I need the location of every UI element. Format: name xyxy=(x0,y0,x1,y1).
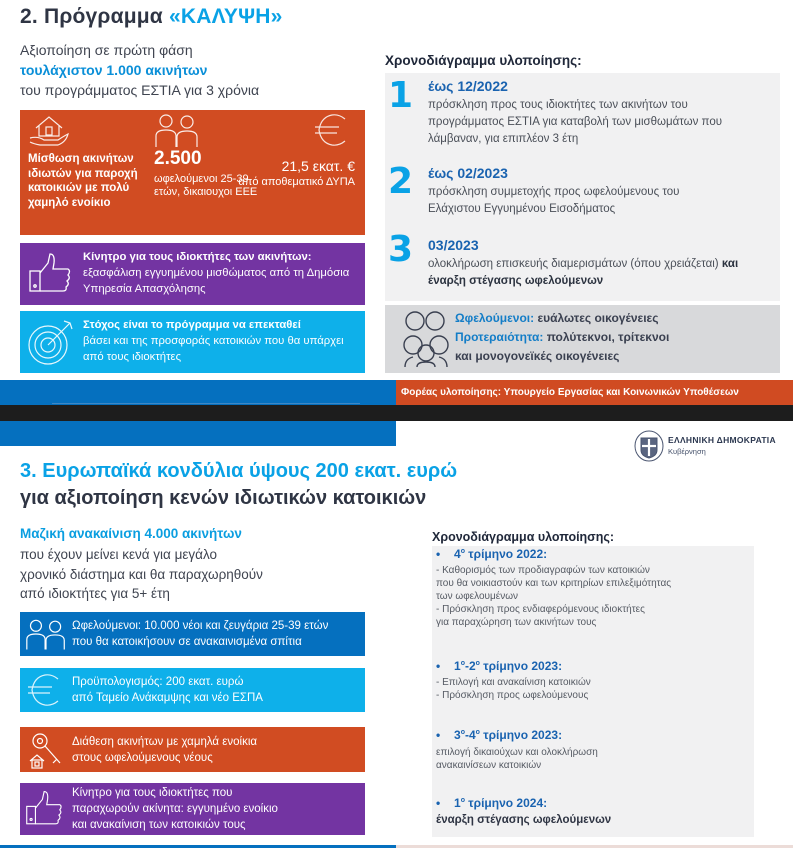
schedule-panel xyxy=(385,73,780,301)
head-num: 4 xyxy=(454,547,461,561)
greek-coat-of-arms-icon xyxy=(634,430,664,462)
divider-bar-blue xyxy=(0,421,396,446)
schedule2-item-desc xyxy=(436,564,671,629)
budget-block xyxy=(225,160,355,189)
priority-value-cont: και μονογονεϊκές οικογένειες xyxy=(455,349,620,363)
kalypsi-summary-box xyxy=(20,110,365,235)
desc-line: των ωφελουμένων xyxy=(436,591,519,602)
schedule2-item-head: • $1^o-2^o$ τρίμηνο 2023: xyxy=(436,659,563,673)
box-line: Προϋπολογισμός: 200 εκατ. ευρώ xyxy=(72,676,244,688)
incentive-bold: Κίνητρο για τους ιδιοκτήτες των ακινήτων: xyxy=(83,251,312,263)
box-line: Κίνητρο για τους ιδιοκτήτες που xyxy=(72,787,233,799)
step-date: έως 12/2022 xyxy=(428,78,508,94)
incentive-desc: εξασφάλιση εγγυημένου μισθώματος από τη Δημόσια Υπηρεσία Απασχόλησης xyxy=(83,267,350,295)
head-text: τρίμηνο 2022: xyxy=(464,547,548,561)
head-sup: ο xyxy=(460,660,465,667)
head-sup: ο xyxy=(460,548,465,555)
schedule2-item-head: • $4^o$ τρίμηνο 2022: xyxy=(436,547,548,561)
section2-title xyxy=(20,5,283,29)
low-rent-box xyxy=(20,727,365,772)
beneficiaries-description: ωφελούμενοι 25-39 ετών, δικαιουχοι ΕΕΕ xyxy=(154,173,258,198)
box-line: που θα κατοικήσουν σε ανακαινισμένα σπίτια xyxy=(72,636,302,648)
step-desc-text: ολοκλήρωση επισκευής διαμερισμάτων (όπου χρειάζεται) xyxy=(428,258,719,270)
head-num: -4 xyxy=(464,728,476,742)
schedule2-final: έναρξη στέγασης ωφελούμενων xyxy=(436,814,612,826)
incentive-text xyxy=(83,249,365,297)
desc-line: ανακαινίσεων κατοικιών xyxy=(436,760,542,771)
box-line: Ωφελούμενοι: 10.000 νέοι και ζευγάρια 25-39 ετών xyxy=(72,620,329,632)
box-line: Διάθεση ακινήτων με χαμηλά ενοίκια xyxy=(72,736,258,748)
implementing-body-label: Φορέας υλοποίησης: Υπουργείο Εργασίας και Κοινωνικών Υποθέσεων xyxy=(396,380,793,405)
beneficiaries-box-text xyxy=(72,618,328,650)
section2-intro xyxy=(20,40,259,100)
intro-line: του προγράμματος ΕΣΤΙΑ για 3 χρόνια xyxy=(20,82,260,98)
desc-line: επιλογή δικαιούχων και ολοκλήρωση xyxy=(436,747,598,758)
section2-title-accent: «ΚΑΛΥΨΗ» xyxy=(168,5,283,28)
step-number: 3 xyxy=(388,229,414,270)
box-line: και ανακαίνιση των κατοικιών τους xyxy=(72,819,246,831)
desc-line: - Καθορισμός των προδιαγραφών των κατοικιών xyxy=(436,565,650,576)
section3-subtitle: για αξιοποίηση κενών ιδιωτικών κατοικιών xyxy=(20,487,427,509)
goal-bold: Στόχος είναι το πρόγραμμα να επεκταθεί xyxy=(83,319,301,331)
budget-box-text xyxy=(72,674,263,706)
step-number: 1 xyxy=(388,75,414,116)
head-text: τρίμηνο 2023: xyxy=(479,728,563,742)
section3-title: 3. Ευρωπαϊκά κονδύλια ύψους 200 εκατ. ευρώ xyxy=(20,460,458,482)
schedule2-item-head: • $1^o$ τρίμηνο 2024: xyxy=(436,796,548,810)
desc-line: για παραχώρηση των ακινήτων τους xyxy=(436,617,597,628)
head-num: 3 xyxy=(454,728,461,742)
target-icon xyxy=(26,317,76,367)
renovation-desc-line: από ιδιοκτήτες για 5+ έτη xyxy=(20,586,170,601)
schedule2-item-desc xyxy=(436,746,598,772)
intro-line: Αξιοποίηση σε πρώτη φάση xyxy=(20,42,193,58)
head-text: τρίμηνο 2024: xyxy=(464,796,548,810)
head-text: τρίμηνο 2023: xyxy=(479,659,563,673)
divider-bar-black xyxy=(0,405,793,421)
rental-description: Μίσθωση ακινήτων ιδιωτών για παροχή κατοικιών με πολύ χαμηλό ενοίκιο xyxy=(28,153,138,209)
beneficiaries-box xyxy=(20,612,365,656)
divider-bar-blue xyxy=(0,380,396,405)
desc-line: που θα νοικιαστούν και των κριτηρίων επιλεξιμότητας xyxy=(436,578,672,589)
head-num: -2 xyxy=(464,659,476,673)
budget-box xyxy=(20,668,365,712)
gov-name: ΕΛΛΗΝΙΚΗ ΔΗΜΟΚΡΑΤΙΑ xyxy=(668,435,776,445)
thumbs-up-icon xyxy=(24,789,66,829)
schedule2-item-desc xyxy=(436,676,591,702)
renovation-title: Μαζική ανακαίνιση 4.000 ακινήτων xyxy=(20,526,242,541)
step-desc-bold: και έναρξη στέγασης ωφελούμενων xyxy=(428,258,739,287)
section2-title-prefix: 2. Πρόγραμμα xyxy=(20,5,169,28)
people-icon xyxy=(154,112,200,148)
family-icon xyxy=(403,309,449,369)
budget-source: από αποθεματικό ΔΥΠΑ xyxy=(238,175,355,188)
beneficiaries-panel xyxy=(385,305,780,373)
goal-box xyxy=(20,311,365,373)
house-in-hand-icon xyxy=(28,112,70,148)
beneficiaries-count: 2.500 xyxy=(154,148,202,169)
renovation-desc xyxy=(20,545,263,604)
desc-line: - Πρόσκληση προς ενδιαφερόμενους ιδιοκτήτες xyxy=(436,604,645,615)
euro-icon xyxy=(26,673,64,707)
step-date: έως 02/2023 xyxy=(428,165,508,181)
owner-incentive-text xyxy=(72,785,278,833)
head-num: 1 xyxy=(454,659,461,673)
goal-text xyxy=(83,317,365,365)
budget-amount: 21,5 εκατ. € xyxy=(281,158,355,174)
renovation-desc-line: χρονικό διάστημα και θα παραχωρηθούν xyxy=(20,566,263,582)
head-sup: ο xyxy=(460,797,465,804)
beneficiaries-value: ευάλωτες οικογένειες xyxy=(537,311,659,325)
thumbs-up-icon xyxy=(28,251,74,297)
priority-value: πολύτεκνοι, τρίτεκνοι xyxy=(546,330,670,344)
goal-desc: βάσει και της προσφοράς κατοικιών που θα υπάρχει από τους ιδιοκτήτες xyxy=(83,335,344,363)
low-rent-box-text xyxy=(72,734,257,766)
house-key-icon xyxy=(26,731,66,769)
euro-icon xyxy=(313,113,351,147)
schedule2-item-head: • $3^o-4^o$ τρίμηνο 2023: xyxy=(436,728,563,742)
desc-line: - Επιλογή και ανακαίνιση κατοικιών xyxy=(436,677,591,688)
head-sup: ο xyxy=(475,729,480,736)
step-number: 2 xyxy=(388,161,414,202)
schedule2-title: Χρονοδιάγραμμα υλοποίησης: xyxy=(432,530,615,544)
step-desc xyxy=(428,256,778,290)
incentive-box xyxy=(20,243,365,305)
head-num: 1 xyxy=(454,796,461,810)
box-line: στους ωφελούμενους νέους xyxy=(72,752,213,764)
step-desc: πρόσκληση συμμετοχής προς ωφελούμενους του Ελάχιστου Εγγυημένου Εισοδήματος xyxy=(428,186,680,215)
desc-line: - Πρόσκληση προς ωφελούμενους xyxy=(436,690,589,701)
owner-incentive-box xyxy=(20,783,365,835)
head-sup: ο xyxy=(475,660,480,667)
priority-label: Προτεραιότητα: xyxy=(455,330,544,344)
beneficiaries-text xyxy=(455,309,669,366)
beneficiaries-label: Ωφελούμενοι: xyxy=(455,311,535,325)
step-date: 03/2023 xyxy=(428,237,479,253)
step-desc: πρόσκληση προς τους ιδιοκτήτες των ακινήτων του προγράμματος ΕΣΤΙΑ για καταβολή των μισθωμάτων που λάμβαναν, για επιπλέον 3 έτη xyxy=(428,99,723,145)
box-line: από Ταμείο Ανάκαμψης και νέο ΕΣΠΑ xyxy=(72,692,263,704)
head-sup: ο xyxy=(460,729,465,736)
schedule2-panel xyxy=(432,546,754,837)
people-icon xyxy=(25,616,67,652)
renovation-desc-line: που έχουν μείνει κενά για μεγάλο xyxy=(20,547,217,562)
box-line: παραχωρούν ακίνητα: εγγυημένο ενοίκιο xyxy=(72,803,278,815)
gov-subtitle: Κυβέρνηση xyxy=(668,447,706,456)
intro-highlight: τουλάχιστον 1.000 ακινήτων xyxy=(20,62,208,78)
schedule-title: Χρονοδιάγραμμα υλοποίησης: xyxy=(385,53,582,68)
